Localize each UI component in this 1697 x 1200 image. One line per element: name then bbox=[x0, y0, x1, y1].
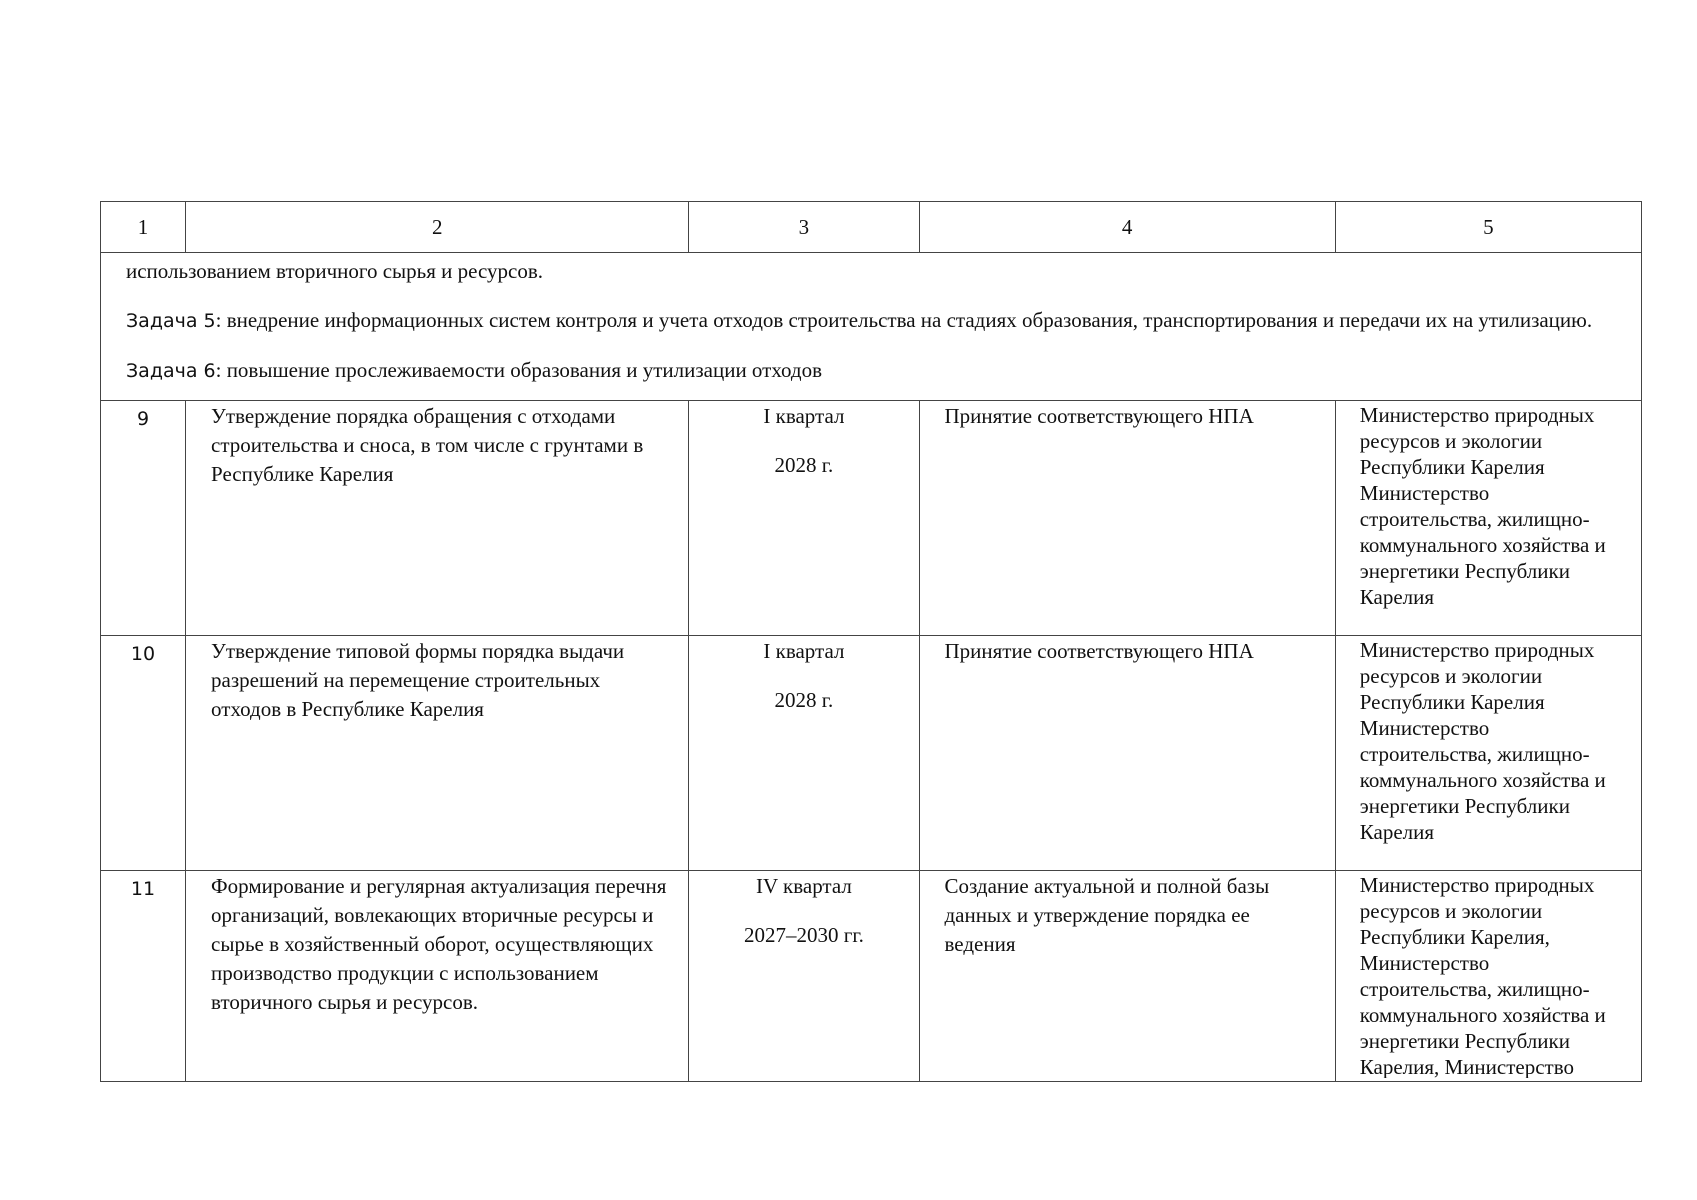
header-cell-3: 3 bbox=[689, 202, 919, 253]
measure-name: Утверждение типовой формы порядка выдачи разрешений на перемещение строительных отходов в Республике Карелия bbox=[186, 636, 689, 871]
responsible-line: Республики Карелия bbox=[1359, 690, 1545, 714]
expected-result: Принятие соответствующего НПА bbox=[919, 636, 1335, 871]
responsible-line: Министерство bbox=[1359, 716, 1490, 740]
action-plan-table bbox=[100, 201, 1642, 1082]
deadline-year: 2028 г. bbox=[774, 688, 834, 712]
table-row bbox=[101, 871, 1642, 1082]
responsible-line: Республики Карелия, bbox=[1359, 925, 1550, 949]
responsible-line: строительства, жилищно- bbox=[1359, 507, 1590, 531]
responsible-executors bbox=[1335, 401, 1641, 636]
responsible-executors bbox=[1335, 636, 1641, 871]
responsible-line: Министерство природных bbox=[1359, 403, 1595, 427]
task-block-cell bbox=[101, 253, 1642, 401]
responsible-line: коммунального хозяйства и bbox=[1359, 1003, 1606, 1027]
responsible-line: Министерство природных bbox=[1359, 638, 1595, 662]
deadline-quarter: IV квартал bbox=[756, 874, 852, 898]
deadline-quarter: I квартал bbox=[763, 639, 845, 663]
responsible-line: ресурсов и экологии bbox=[1359, 664, 1543, 688]
task-block-row bbox=[101, 253, 1642, 401]
responsible-line: Карелия, Министерство bbox=[1359, 1055, 1574, 1078]
responsible-line: ресурсов и экологии bbox=[1359, 899, 1543, 923]
row-number: 11 bbox=[101, 871, 186, 1082]
header-cell-4: 4 bbox=[919, 202, 1335, 253]
task-5-label: Задача 5 bbox=[126, 310, 216, 332]
deadline-year: 2028 г. bbox=[774, 453, 834, 477]
responsible-line: ресурсов и экологии bbox=[1359, 429, 1543, 453]
header-cell-1: 1 bbox=[101, 202, 186, 253]
deadline-year: 2027–2030 гг. bbox=[744, 923, 864, 947]
measure-name: Утверждение порядка обращения с отходами строительства и сноса, в том числе с грунтами в Республике Карелия bbox=[186, 401, 689, 636]
responsible-line: строительства, жилищно- bbox=[1359, 742, 1590, 766]
row-number: 9 bbox=[101, 401, 186, 636]
expected-result: Принятие соответствующего НПА bbox=[919, 401, 1335, 636]
responsible-executors bbox=[1335, 871, 1641, 1082]
header-cell-5: 5 bbox=[1335, 202, 1641, 253]
table-row bbox=[101, 636, 1642, 871]
continued-text: использованием вторичного сырья и ресурсов. bbox=[126, 259, 543, 283]
header-cell-2: 2 bbox=[186, 202, 689, 253]
responsible-line: Министерство природных bbox=[1359, 873, 1595, 897]
responsible-line: Министерство bbox=[1359, 481, 1490, 505]
task-6 bbox=[126, 356, 1619, 386]
responsible-clip bbox=[1360, 872, 1629, 1078]
responsible-line: Республики Карелия bbox=[1359, 455, 1545, 479]
task-6-label: Задача 6 bbox=[126, 360, 216, 382]
row-number: 10 bbox=[101, 636, 186, 871]
deadline bbox=[689, 401, 919, 636]
responsible-line: Карелия bbox=[1359, 820, 1435, 844]
measure-name: Формирование и регулярная актуализация перечня организаций, вовлекающих вторичные ресурсы и сырье в хозяйственный оборот, осуществляющих производство продукции с использованием вторичного сырья и ресурсов. bbox=[186, 871, 689, 1082]
responsible-line: коммунального хозяйства и bbox=[1359, 533, 1606, 557]
responsible-line: Министерство bbox=[1359, 951, 1490, 975]
responsible-line: коммунального хозяйства и bbox=[1359, 768, 1606, 792]
task-6-text: : повышение прослеживаемости образования и утилизации отходов bbox=[215, 358, 823, 382]
deadline bbox=[689, 871, 919, 1082]
responsible-line: энергетики Республики bbox=[1359, 559, 1570, 583]
task-5-text: : внедрение информационных систем контроля и учета отходов строительства на стадиях образования, транспортирования и передачи их на утилизацию. bbox=[215, 308, 1593, 332]
responsible-line: энергетики Республики bbox=[1359, 1029, 1570, 1053]
table-header-row bbox=[101, 202, 1642, 253]
deadline-quarter: I квартал bbox=[763, 404, 845, 428]
table-row bbox=[101, 401, 1642, 636]
deadline bbox=[689, 636, 919, 871]
expected-result: Создание актуальной и полной базы данных и утверждение порядка ее ведения bbox=[919, 871, 1335, 1082]
responsible-line: энергетики Республики bbox=[1359, 794, 1570, 818]
responsible-line: Карелия bbox=[1359, 585, 1435, 609]
responsible-line: строительства, жилищно- bbox=[1359, 977, 1590, 1001]
task-5 bbox=[126, 306, 1619, 336]
